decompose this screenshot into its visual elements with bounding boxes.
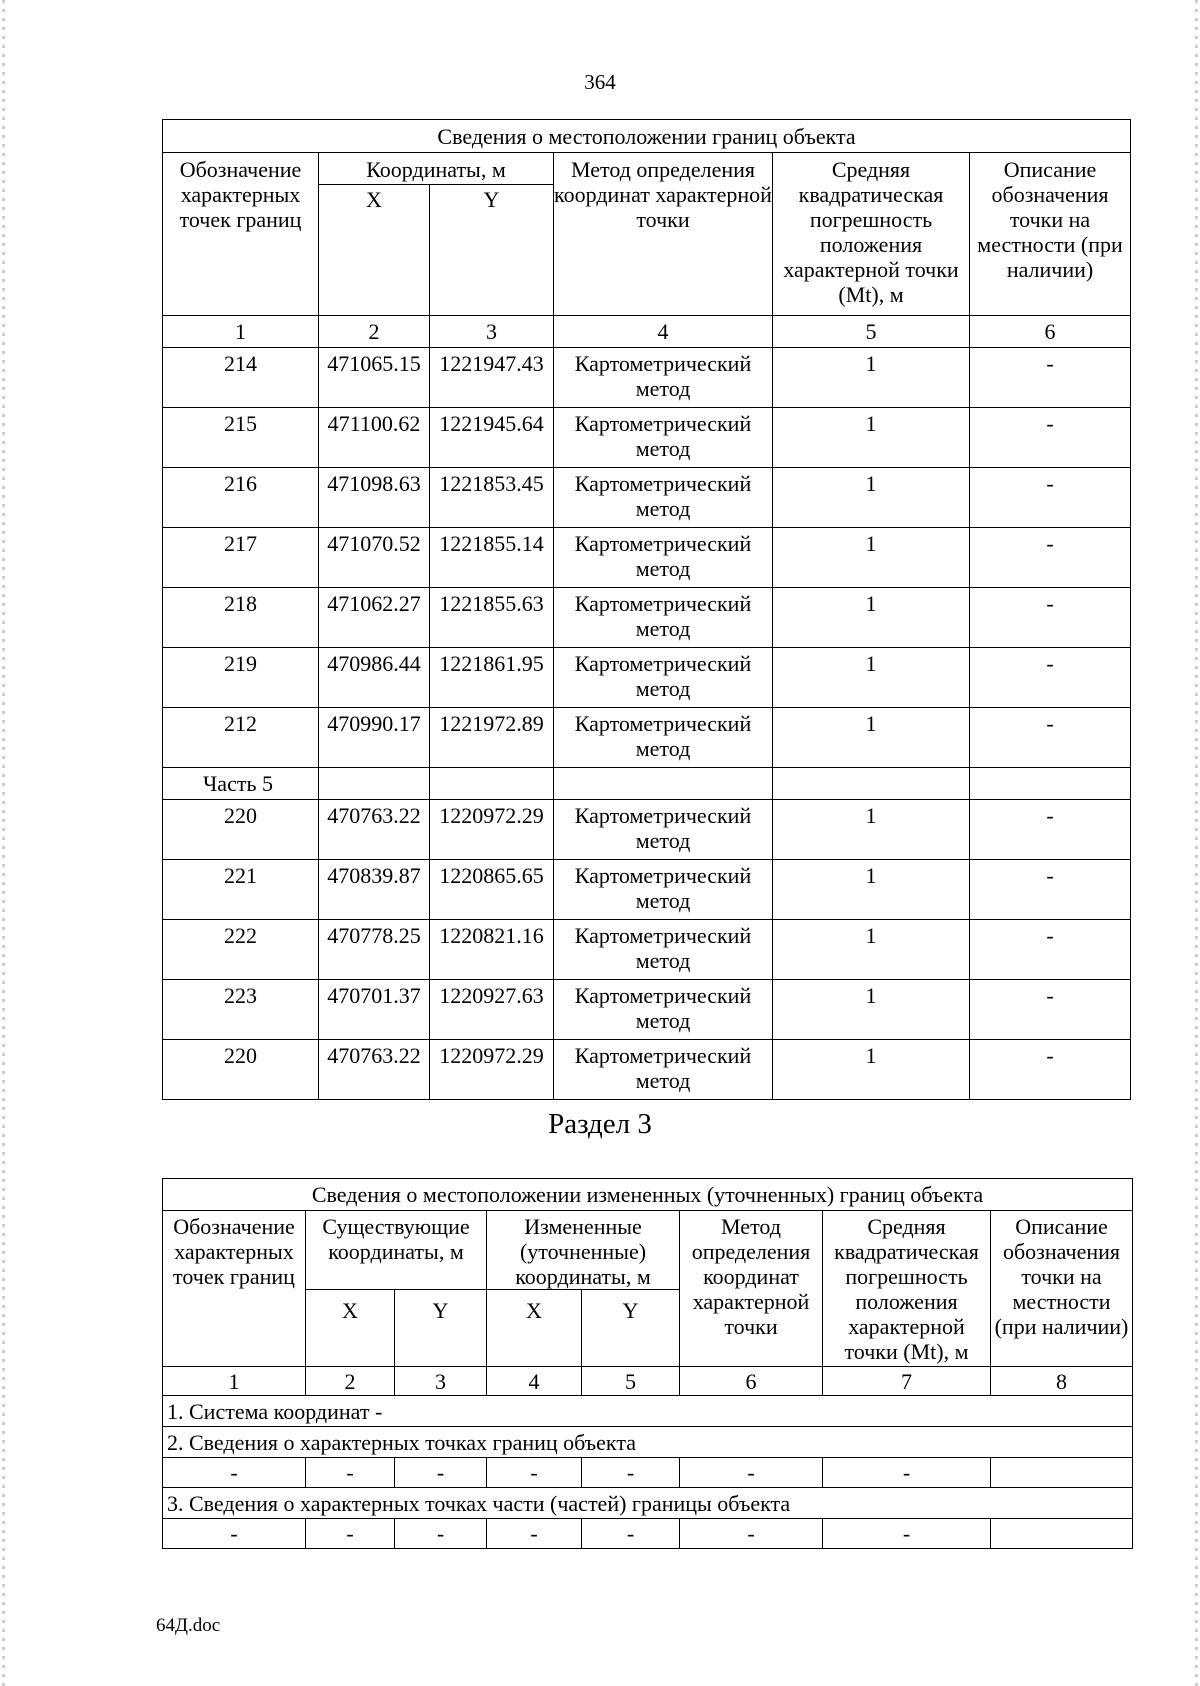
- cell-desc: -: [970, 980, 1131, 1040]
- cell-x: 470763.22: [319, 1040, 430, 1100]
- header-coordinates: Координаты, м: [319, 153, 554, 185]
- file-name-footer: 64Д.doc: [156, 1615, 221, 1636]
- column-number: 3: [430, 316, 554, 348]
- cell-point: 219: [163, 648, 319, 708]
- cell-y: 1220972.29: [430, 800, 554, 860]
- cell-point: 222: [163, 920, 319, 980]
- cell-y: 1221853.45: [430, 468, 554, 528]
- table-title: Сведения о местоположении границ объекта: [163, 120, 1131, 153]
- cell-x: 471100.62: [319, 408, 430, 468]
- column-number: 2: [319, 316, 430, 348]
- table-row: [163, 468, 1131, 528]
- cell-y: 1220972.29: [430, 1040, 554, 1100]
- table-cell: -: [306, 1458, 395, 1488]
- cell-method: Картометрический метод: [554, 348, 773, 408]
- cell-x: 471098.63: [319, 468, 430, 528]
- cell-x: 470986.44: [319, 648, 430, 708]
- cell-desc: -: [970, 1040, 1131, 1100]
- empty-cell: [430, 768, 554, 800]
- header-description: Описание обозначения точки на местности (при наличии): [970, 153, 1131, 316]
- cell-error: 1: [773, 708, 970, 768]
- cell-method: Картометрический метод: [554, 800, 773, 860]
- cell-error: 1: [773, 528, 970, 588]
- cell-method: Картометрический метод: [554, 920, 773, 980]
- table-cell: [991, 1519, 1133, 1549]
- table-row: [163, 588, 1131, 648]
- empty-cell: [554, 768, 773, 800]
- table-cell: -: [582, 1519, 680, 1549]
- cell-x: 470990.17: [319, 708, 430, 768]
- cell-desc: -: [970, 648, 1131, 708]
- table-cell: [991, 1458, 1133, 1488]
- cell-y: 1220821.16: [430, 920, 554, 980]
- cell-x: 471062.27: [319, 588, 430, 648]
- cell-x: 471065.15: [319, 348, 430, 408]
- header-method: Метод определения координат характерной точки: [554, 153, 773, 316]
- cell-y: 1220927.63: [430, 980, 554, 1040]
- table-row: [163, 980, 1131, 1040]
- cell-point: 218: [163, 588, 319, 648]
- cell-method: Картометрический метод: [554, 980, 773, 1040]
- column-number: 5: [582, 1367, 680, 1396]
- table-cell: -: [306, 1519, 395, 1549]
- table-cell: -: [487, 1458, 582, 1488]
- table-row: [163, 528, 1131, 588]
- cell-error: 1: [773, 860, 970, 920]
- table-cell: -: [395, 1458, 487, 1488]
- cell-error: 1: [773, 468, 970, 528]
- scan-edge-right: [1195, 0, 1198, 1686]
- cell-point: 223: [163, 980, 319, 1040]
- cell-error: 1: [773, 648, 970, 708]
- cell-x: 471070.52: [319, 528, 430, 588]
- cell-point: 212: [163, 708, 319, 768]
- cell-x: 470763.22: [319, 800, 430, 860]
- cell-method: Картометрический метод: [554, 708, 773, 768]
- table-cell: -: [395, 1519, 487, 1549]
- cell-desc: -: [970, 588, 1131, 648]
- cell-point: 214: [163, 348, 319, 408]
- cell-point: 220: [163, 800, 319, 860]
- cell-desc: -: [970, 800, 1131, 860]
- header-x: X: [319, 185, 430, 316]
- cell-x: 470701.37: [319, 980, 430, 1040]
- cell-method: Картометрический метод: [554, 588, 773, 648]
- header-y: Y: [430, 185, 554, 316]
- cell-y: 1221855.63: [430, 588, 554, 648]
- table-row: [163, 348, 1131, 408]
- table-cell: -: [680, 1458, 823, 1488]
- cell-method: Картометрический метод: [554, 1040, 773, 1100]
- header-description: Описание обозначения точки на местности (при наличии): [991, 1211, 1133, 1367]
- cell-method: Картометрический метод: [554, 528, 773, 588]
- table-row: [163, 800, 1131, 860]
- cell-method: Картометрический метод: [554, 648, 773, 708]
- cell-point: 217: [163, 528, 319, 588]
- table-cell: -: [582, 1458, 680, 1488]
- page-number: 364: [584, 70, 616, 94]
- table-cell: -: [163, 1519, 306, 1549]
- header-point-designation: Обозначение характерных точек границ: [163, 1211, 306, 1367]
- column-number: 6: [970, 316, 1131, 348]
- table-cell: -: [163, 1458, 306, 1488]
- table-cell: -: [680, 1519, 823, 1549]
- cell-error: 1: [773, 920, 970, 980]
- cell-error: 1: [773, 348, 970, 408]
- cell-point: 216: [163, 468, 319, 528]
- cell-point: 221: [163, 860, 319, 920]
- table-row: [163, 1040, 1131, 1100]
- column-number: 8: [991, 1367, 1133, 1396]
- header-changed-y: Y: [582, 1290, 680, 1367]
- table-cell: -: [487, 1519, 582, 1549]
- part-label: Часть 5: [163, 768, 319, 800]
- header-changed-coordinates: Измененные (уточненные) координаты, м: [487, 1211, 680, 1290]
- boundary-points-row: 2. Сведения о характерных точках границ объекта: [163, 1427, 1133, 1458]
- cell-y: 1221972.89: [430, 708, 554, 768]
- column-number: 4: [554, 316, 773, 348]
- coordinate-system-row: 1. Система координат -: [163, 1396, 1133, 1427]
- part-row: [163, 768, 1131, 800]
- cell-desc: -: [970, 708, 1131, 768]
- cell-desc: -: [970, 528, 1131, 588]
- empty-cell: [970, 768, 1131, 800]
- table-title: Сведения о местоположении измененных (уточненных) границ объекта: [163, 1179, 1133, 1211]
- table-row: [163, 408, 1131, 468]
- cell-y: 1221947.43: [430, 348, 554, 408]
- cell-error: 1: [773, 1040, 970, 1100]
- cell-error: 1: [773, 980, 970, 1040]
- column-number: 6: [680, 1367, 823, 1396]
- cell-point: 215: [163, 408, 319, 468]
- cell-error: 1: [773, 800, 970, 860]
- cell-y: 1220865.65: [430, 860, 554, 920]
- cell-desc: -: [970, 920, 1131, 980]
- table-row: [163, 648, 1131, 708]
- column-number: 2: [306, 1367, 395, 1396]
- column-number: 4: [487, 1367, 582, 1396]
- empty-cell: [773, 768, 970, 800]
- cell-point: 220: [163, 1040, 319, 1100]
- cell-y: 1221945.64: [430, 408, 554, 468]
- header-method: Метод определения координат характерной точки: [680, 1211, 823, 1367]
- cell-method: Картометрический метод: [554, 468, 773, 528]
- cell-desc: -: [970, 860, 1131, 920]
- empty-cell: [319, 768, 430, 800]
- section-heading: Раздел 3: [548, 1108, 652, 1140]
- part-points-row: 3. Сведения о характерных точках части (частей) границы объекта: [163, 1488, 1133, 1519]
- header-existing-coordinates: Существующие координаты, м: [306, 1211, 487, 1290]
- changed-boundary-table: [162, 1178, 1133, 1549]
- cell-desc: -: [970, 348, 1131, 408]
- table-cell: -: [823, 1458, 991, 1488]
- header-error: Средняя квадратическая погрешность положения характерной точки (Mt), м: [773, 153, 970, 316]
- table-row: [163, 708, 1131, 768]
- column-number: 3: [395, 1367, 487, 1396]
- cell-y: 1221861.95: [430, 648, 554, 708]
- table-cell: -: [823, 1519, 991, 1549]
- table-row: [163, 860, 1131, 920]
- column-number: 1: [163, 1367, 306, 1396]
- scan-edge-left: [2, 0, 5, 1686]
- cell-desc: -: [970, 468, 1131, 528]
- cell-desc: -: [970, 408, 1131, 468]
- column-number: 1: [163, 316, 319, 348]
- boundary-table: [162, 119, 1131, 1100]
- header-existing-x: X: [306, 1290, 395, 1367]
- cell-y: 1221855.14: [430, 528, 554, 588]
- cell-x: 470839.87: [319, 860, 430, 920]
- header-existing-y: Y: [395, 1290, 487, 1367]
- cell-error: 1: [773, 408, 970, 468]
- column-number: 5: [773, 316, 970, 348]
- column-number: 7: [823, 1367, 991, 1396]
- cell-method: Картометрический метод: [554, 860, 773, 920]
- table-row: [163, 920, 1131, 980]
- cell-x: 470778.25: [319, 920, 430, 980]
- cell-method: Картометрический метод: [554, 408, 773, 468]
- cell-error: 1: [773, 588, 970, 648]
- header-error: Средняя квадратическая погрешность положения характерной точки (Mt), м: [823, 1211, 991, 1367]
- header-changed-x: X: [487, 1290, 582, 1367]
- header-point-designation: Обозначение характерных точек границ: [163, 153, 319, 316]
